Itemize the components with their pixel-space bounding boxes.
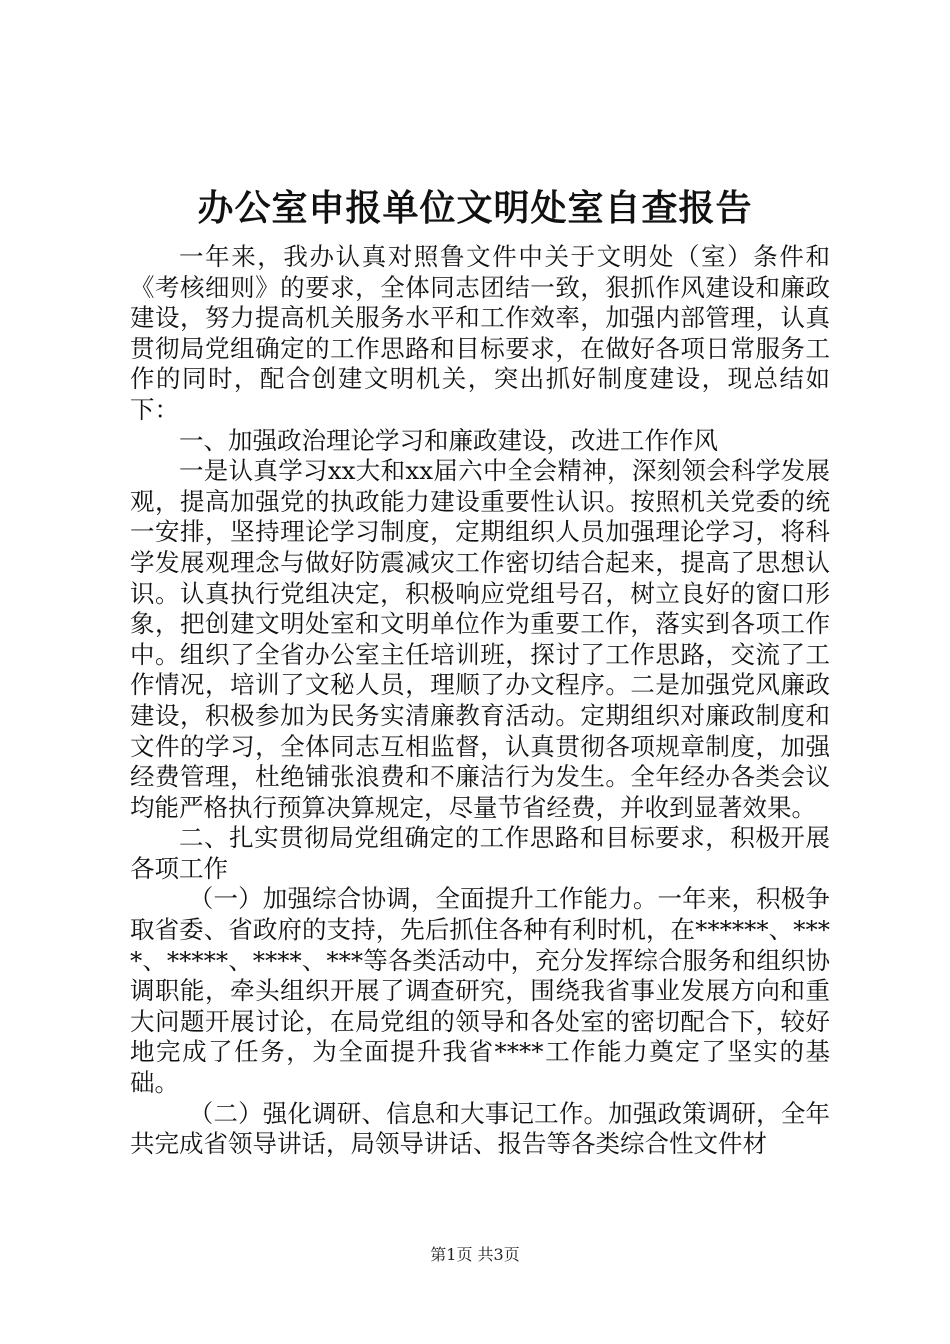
document-title: 办公室申报单位文明处室自查报告 xyxy=(197,187,753,229)
section-heading-1: 一、加强政治理论学习和廉政建设，改进工作作风 xyxy=(179,425,718,455)
body-paragraph-2: （一）加强综合协调，全面提升工作能力。一年来，积极争取省委、省政府的支持，先后抓住各种有利时机，在******、****、*****、****、***等各类活动中，充分发挥综合服务和组织协调职能，牵头组织开展了调查研究，围绕我省事业发展方向和重大问题开展讨论，在局党组的领导和各处室的密切配合下，较好地完成了任务，为全面提升我省****工作能力奠定了坚实的基础。 xyxy=(130,884,830,1098)
document-body xyxy=(130,242,830,1160)
page-footer: 第1页 共3页 xyxy=(430,1245,520,1264)
intro-paragraph: 一年来，我办认真对照鲁文件中关于文明处（室）条件和《考核细则》的要求，全体同志团结一致，狠抓作风建设和廉政建设，努力提高机关服务水平和工作效率，加强内部管理，认真贯彻局党组确定的工作思路和目标要求，在做好各项日常服务工作的同时，配合创建文明机关，突出抓好制度建设，现总结如下： xyxy=(130,242,830,424)
body-paragraph-3: （二）强化调研、信息和大事记工作。加强政策调研，全年共完成省领导讲话，局领导讲话、报告等各类综合性文件材 xyxy=(130,1098,830,1159)
section-heading-2: 二、扎实贯彻局党组确定的工作思路和目标要求，积极开展各项工作 xyxy=(130,823,830,883)
body-paragraph-1: 一是认真学习xx大和xx届六中全会精神，深刻领会科学发展观，提高加强党的执政能力建设重要性认识。按照机关党委的统一安排，坚持理论学习制度，定期组织人员加强理论学习，将科学发展观理念与做好防震减灾工作密切结合起来，提高了思想认识。认真执行党组决定，积极响应党组号召，树立良好的窗口形象，把创建文明处室和文明单位作为重要工作，落实到各项工作中。组织了全省办公室主任培训班，探讨了工作思路，交流了工作情况，培训了文秘人员，理顺了办文程序。二是加强党风廉政建设，积极参加为民务实清廉教育活动。定期组织对廉政制度和文件的学习，全体同志互相监督，认真贯彻各项规章制度，加强经费管理，杜绝铺张浪费和不廉洁行为发生。全年经办各类会议均能严格执行预算决算规定，尽量节省经费，并收到显著效果。 xyxy=(130,456,830,822)
